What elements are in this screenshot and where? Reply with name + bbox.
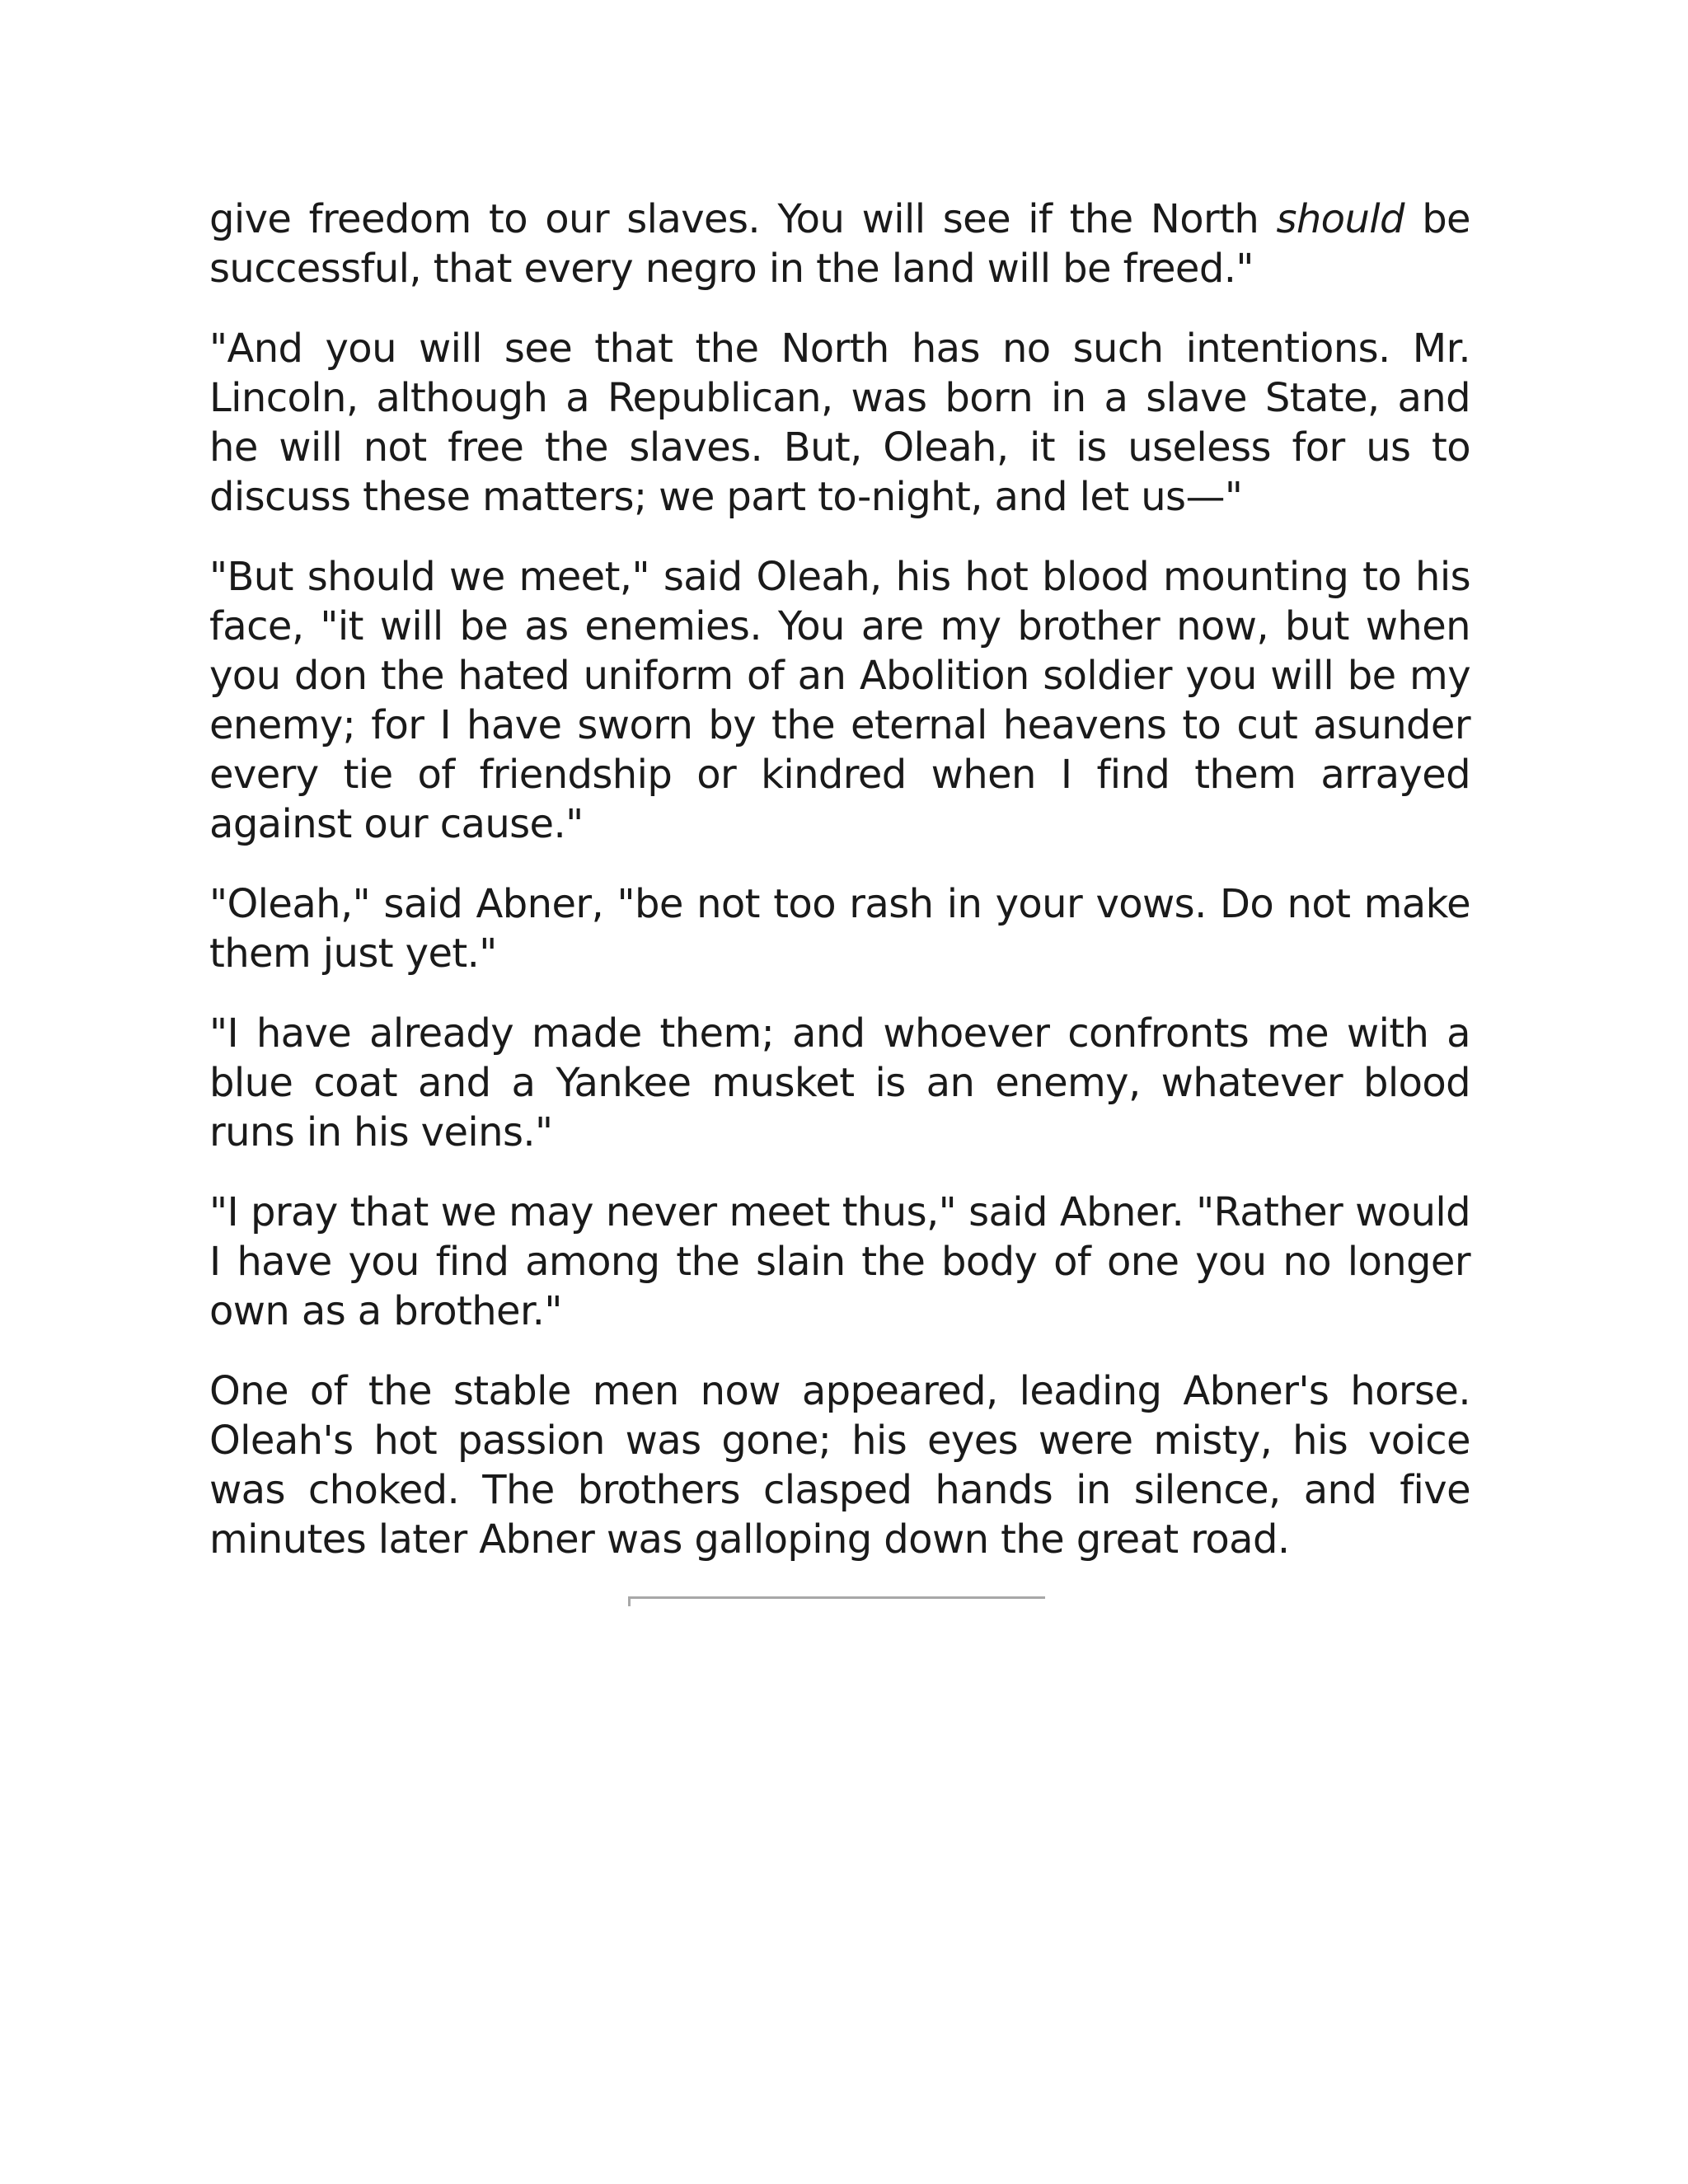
paragraph-2: "And you will see that the North has no such intentions. Mr. Lincoln, although a Republican, was born in a slave State, and he will not free the slaves. But, Oleah, it is useless for us to discuss these matters; we part to-night, and let us—" [209, 326, 1470, 520]
paragraph-1-before: give freedom to our slaves. You will see if the North [209, 196, 1277, 242]
document-body [209, 194, 1470, 1595]
paragraph-1-emphasis: should [1276, 196, 1404, 242]
paragraph-4: "Oleah," said Abner, "be not too rash in your vows. Do not make them just yet." [209, 881, 1470, 977]
paragraph-1 [209, 194, 1470, 293]
paragraph-5: "I have already made them; and whoever confronts me with a blue coat and a Yankee musket is an enemy, whatever blood runs in his veins." [209, 1010, 1470, 1155]
paragraph-6: "I pray that we may never meet thus," said Abner. "Rather would I have you find among the slain the body of one you no longer own as a brother." [209, 1189, 1470, 1334]
paragraph-1-after: be successful, that every negro in the land will be freed." [209, 196, 1470, 292]
paragraph-3: "But should we meet," said Oleah, his hot blood mounting to his face, "it will be as enemies. You are my brother now, but when you don the hated uniform of an Abolition soldier you will be my enemy; for I have sworn by the eternal heavens to cut asunder every tie of friendship or kindred when I find them arrayed against our cause." [209, 554, 1470, 847]
section-divider [628, 1596, 1045, 1599]
paragraph-7: One of the stable men now appeared, leading Abner's horse. Oleah's hot passion was gone; his eyes were misty, his voice was choked. The brothers clasped hands in silence, and five minutes later Abner was galloping down the great road. [209, 1368, 1470, 1563]
